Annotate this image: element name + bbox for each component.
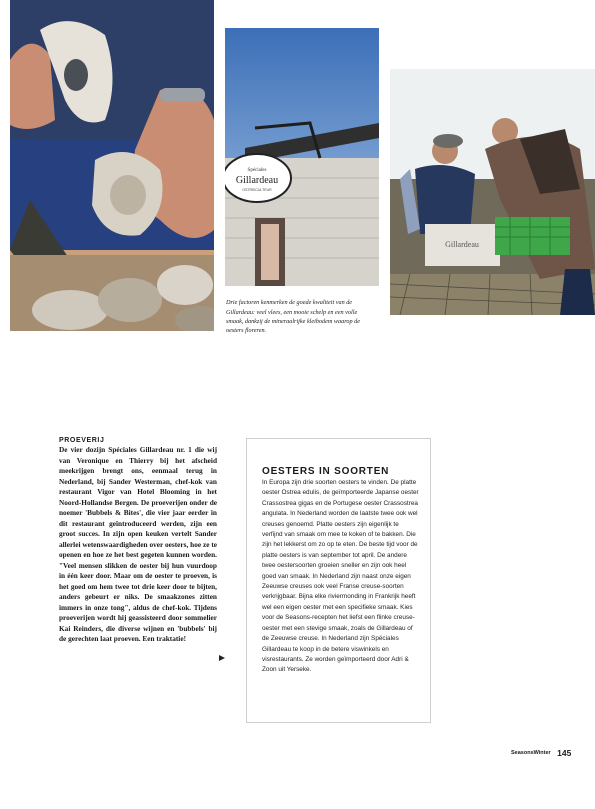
page-number: 145 bbox=[557, 747, 572, 758]
photo-oyster-farmers bbox=[390, 69, 595, 315]
article-body: De vier dozijn Spéciales Gillardeau nr. 1 die wij van Veronique en Thierry bij het afscheid meekrijgen brengt ons, eenmaal terug in Nederland, bij Sander Westerman, chef-kok van restaurant Vigor van Hotel Blooming in het Noord-Hollandse Bergen. De proeverijen onder de noemer 'Bubbels & Bites', die vier jaar eerder in dit restaurant geïntroduceerd werden, zijn een groot succes. In zijn open keuken vertelt Sander allerlei wetenswaardigheden over oesters, hoe ze te openen en hoe ze het best gegeten kunnen worden. "Veel mensen slikken de oester bij hun vuurdoop in één keer door. Maar om de oester te proeven, is het goed om hem twee tot drie keer door te bijten, anders gebeurt er niks. De smaakzones zitten immers in onze tong", aldus de chef-kok. Tijdens proeverijen wordt hij geassisteerd door sommelier Kai Reinders, die diverse wijnen en 'bubbels' bij de gerechten laat proeven. Een traktatie! bbox=[59, 445, 217, 643]
photo-caption: Drie factoren kenmerken de goede kwaliteit van de Gillardeau: veel vlees, een mooie schelp en een volle smaak, dankzij de mineraalrijke kleibodem waarop de oesters floreren. bbox=[226, 299, 360, 335]
sidebar-body: In Europa zijn drie soorten oesters te vinden. De platte oester Ostrea edulis, de geïmporteerde Japanse oester Crassostrea gigas en de Portugese oester Crassostrea angulata. In Nederland worden de laatste twee ook wel creuses genoemd. Platte oesters zijn eigenlijk te verfijnd van smaak om mee te koken of te bakken. Die zijn het lekkerst om zo op te eten. De beste tijd voor de platte oesters is van september tot april. De andere twee oestersoorten groeien sneller en zijn ook heel goed van smaak. In Nederland zijn naast onze eigen Zeeuwse creuses ook veel Franse creuse-soorten verkrijgbaar. Bijna elke riviermonding in Frankrijk heeft wel een eigen oester met een specifieke smaak. Kies voor de Seasons-recepten het liefst een flinke creuse-oester met een stevige smaak, zoals de Gillardeau of de Zeeuwse creuse. In Nederland zijn Spéciales Gillardeau te koop in de betere viswinkels en visrestaurants. Ze worden geïmporteerd door Adri & Zoon uit Yerseke. bbox=[262, 479, 419, 674]
crate-label: Gillardeau bbox=[445, 240, 479, 249]
article-heading: PROEVERIJ bbox=[59, 437, 105, 444]
page-footer bbox=[511, 744, 571, 762]
sign-line-3: OSTREICULTEUR bbox=[242, 188, 272, 192]
sign-line-1: Spéciales bbox=[247, 168, 267, 173]
sidebar-title: OESTERS IN SOORTEN bbox=[262, 466, 390, 477]
sign-line-2: Gillardeau bbox=[235, 175, 279, 186]
article-proeverij bbox=[59, 437, 217, 645]
sidebar-box-oesters bbox=[246, 438, 431, 723]
footer-magazine-name: SeasonsWinter bbox=[511, 749, 551, 756]
photo-gillardeau-building bbox=[225, 28, 379, 286]
photo-oyster-shucking bbox=[10, 0, 214, 331]
triangle-right-icon bbox=[219, 655, 225, 661]
